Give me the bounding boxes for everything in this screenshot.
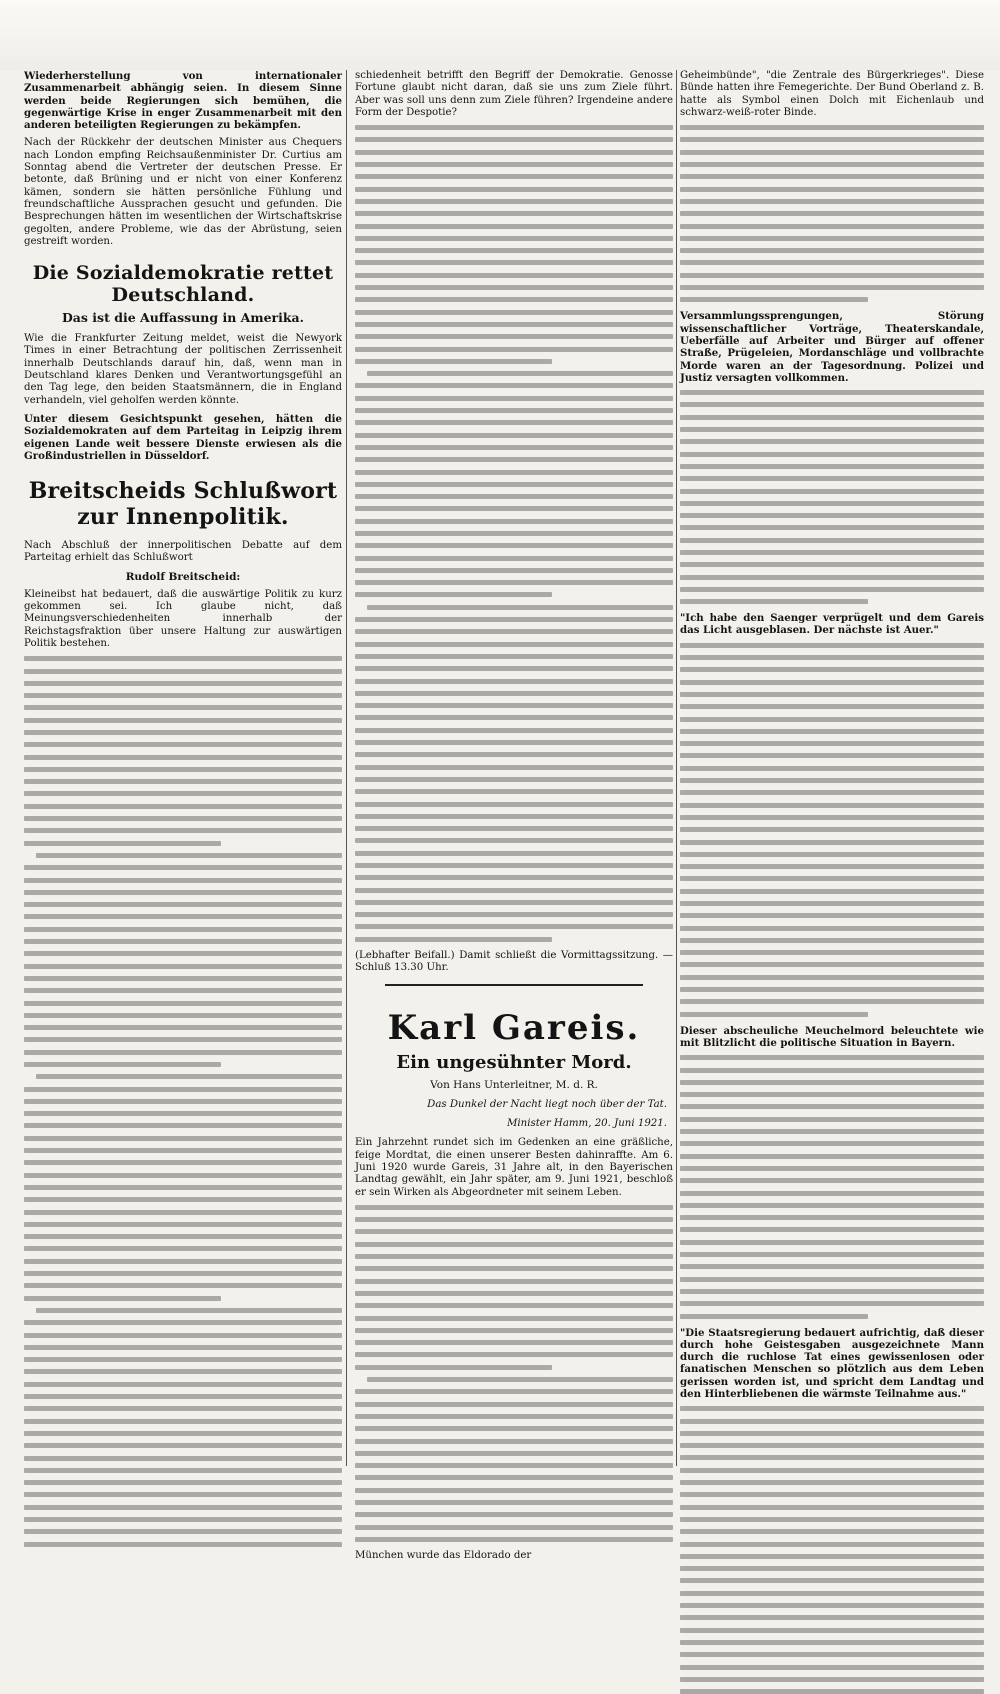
saenger-quote: "Ich habe den Saenger verprügelt und dem Gareis das Licht ausgeblasen. Der nächste ist Auer." (680, 612, 984, 637)
gareis-last-line: München wurde das Eldorado der (355, 1549, 532, 1561)
motto-quote: Das Dunkel der Nacht liegt noch über der Tat. (427, 1099, 667, 1111)
blitzlicht-subhead: Dieser abscheuliche Meuchelmord beleuchtete wie mit Blitzlicht die politische Situation in Bayern. (680, 1024, 984, 1049)
speech-paragraph: Kleineibst hat bedauert, daß die auswärtige Politik zu kurz gekommen sei. Ich glaube nicht, daß Meinungsverschiedenheiten innerhalb der Reichstagsfraktion über unsere Haltung zur auswärtigen Politik bestehen. (24, 588, 342, 649)
nytimes-paragraph: Wie die Frankfurter Zeitung meldet, weist die Newyork Times in einer Betrachtung der politischen Zerrissenheit innerhalb Deutschlands darauf hin, daß, wenn man in Deutschland klares Denken und Verantwortungsgefühl an den Tag lege, den beiden Staatsmännern, die in England verhandeln, viel geholfen werden könnte. (24, 333, 342, 406)
breitscheid-intro: Nach Abschluß der innerpolitischen Debatte auf dem Parteitag erhielt das Schlußwort (24, 540, 342, 564)
violence-subhead: Versammlungssprengungen, Störung wissenschaftlicher Vorträge, Theaterskandale, Ueberfälle auf Arbeiter und Bürger auf offener Straße, Prügeleien, Mordanschläge und vollbrachte Morde waren an der Tagesordnung. Polizei und Justiz versagten vollkommen. (680, 310, 984, 384)
column-rule (676, 70, 677, 1466)
headline-karl-gareis: Karl Gareis. (387, 1008, 641, 1049)
subheadline-ungesuehnter-mord: Ein ungesühnter Mord. (396, 1052, 632, 1074)
subheadline-amerika: Das ist die Auffassung in Amerika. (61, 310, 305, 326)
headline-breitscheid: Breitscheids Schlußwort zur Innenpolitik. (28, 478, 338, 531)
article-byline: Von Hans Unterleitner, M. d. R. (430, 1079, 598, 1092)
illegible-body-text (355, 125, 673, 942)
illegible-body-text (355, 1205, 673, 1542)
speaker-name: Rudolf Breitscheid: (125, 570, 241, 583)
staatsregierung-quote: "Die Staatsregierung bedauert aufrichtig, daß dieser durch hohe Geistesgaben ausgezeichnete Mann durch die ruchlose Tat eines gewissenlosen oder fanatischen Menschen so plötzlich aus dem Leben gerissen worden ist, und spricht dem Landtag und den Hinterbliebenen die wärmste Teilnahme aus." (680, 1326, 984, 1400)
motto-attribution: Minister Hamm, 20. Juni 1921. (506, 1118, 667, 1130)
illegible-body-text (680, 390, 984, 604)
gareis-paragraph: Ein Jahrzehnt rundet sich im Gedenken an eine gräßliche, feige Mordtat, die einen unserer Besten dahinraffte. Am 6. Juni 1920 wurde Gareis, 31 Jahre alt, in den Bayerischen Landtag gewählt, ein Jahr später, am 9. Juni 1921, beschloß er sein Wirken als Abgeordneter mit seinem Leben. (355, 1137, 673, 1198)
headline-sozialdemokratie: Die Sozialdemokratie rettet Deutschland. (32, 262, 334, 307)
geheimbuende-paragraph: Geheimbünde", "die Zentrale des Bürgerkrieges". Diese Bünde hatten ihre Femegerichte. Der Bund Oberland z. B. hatte als Symbol einen Dolch mit Eichenlaub und schwarz-weiß-roter Binde. (680, 70, 984, 118)
illegible-body-text (680, 1055, 984, 1318)
democracy-paragraph: schiedenheit betrifft den Begriff der Demokratie. Genosse Fortune glaubt nicht daran, daß sie uns zum Ziele führt. Aber was soll uns denn zum Ziele führen? Irgendeine andere Form der Despotie? (355, 70, 673, 118)
illegible-body-text (24, 656, 342, 1546)
column-3 (680, 70, 984, 1466)
illegible-body-text (680, 125, 984, 302)
column-1 (24, 70, 342, 1466)
page-top-margin (0, 0, 1000, 70)
column-rule (346, 70, 347, 1466)
illegible-body-text (680, 1406, 984, 1694)
leipzig-paragraph: Unter diesem Gesichtspunkt gesehen, hätten die Sozialdemokraten auf dem Parteitag in Leipzig ihrem eigenen Lande weit bessere Dienste erwiesen als die Großindustriellen in Düsseldorf. (24, 412, 342, 462)
column-2 (355, 70, 673, 1561)
article-separator (385, 984, 643, 986)
curtius-paragraph: Nach der Rückkehr der deutschen Minister aus Chequers nach London empfing Reichsaußenminister Dr. Curtius am Sonntag abend die Vertreter der deutschen Presse. Er betonte, daß Brüning und er nicht von einer Konferenz kämen, sondern sie hätten persönliche Fühlung und freundschaftliche Aussprachen gesucht und gefunden. Die Besprechungen hätten im wesentlichen der Wirtschaftskrise gegolten, andere Probleme, wie das der Abrüstung, seien gestreift worden. (24, 137, 342, 247)
session-closing: (Lebhafter Beifall.) Damit schließt die Vormittagssitzung. — Schluß 13.30 Uhr. (355, 949, 673, 974)
illegible-body-text (680, 643, 984, 1017)
intro-paragraph: Wiederherstellung von internationaler Zusammenarbeit abhängig seien. In diesem Sinne werden beide Regierungen sich bemühen, die gegenwärtige Krise in enger Zusammenarbeit mit den anderen beteiligten Regierungen zu bekämpfen. (24, 70, 342, 132)
